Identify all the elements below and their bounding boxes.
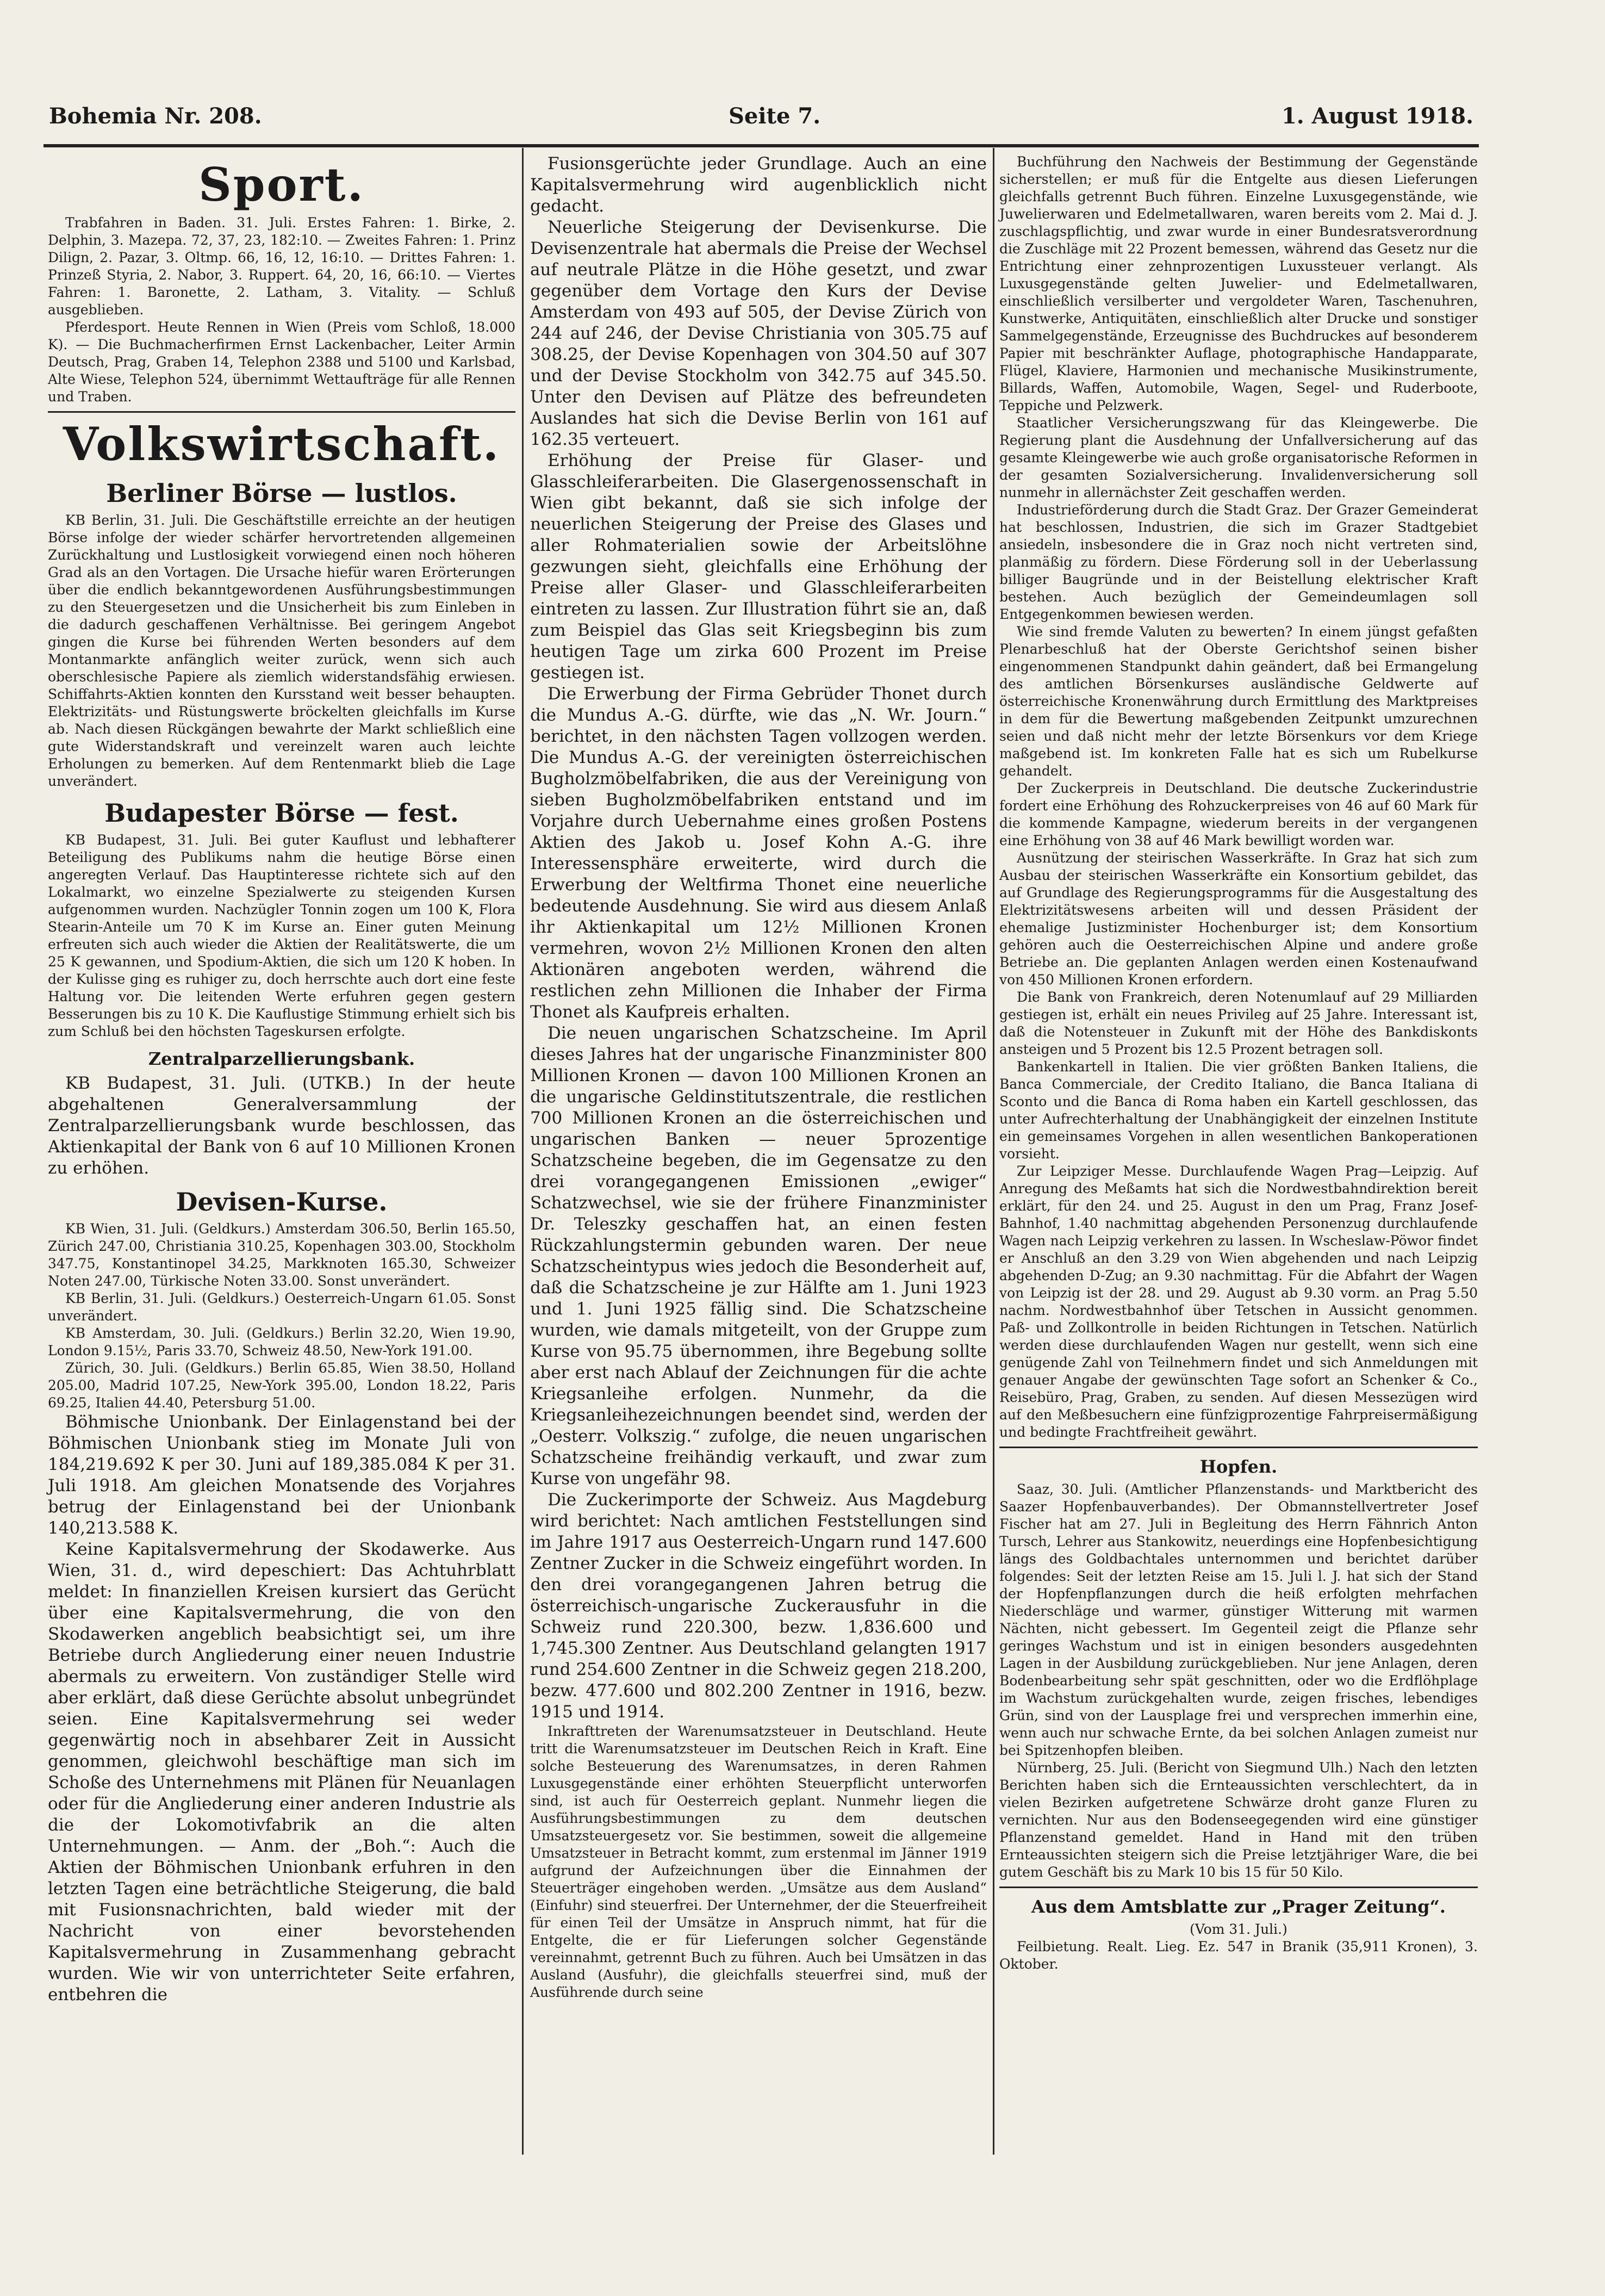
article-fusion-continued: Fusionsgerüchte jeder Grundlage. Auch an eine Kapitalsvermehrung wird augenblicklich nicht gedacht. [530, 154, 987, 216]
paper-issue: Bohemia Nr. 208. [49, 103, 262, 129]
article-devisenkurse: Neuerliche Steigerung der Devisenkurse. Die Devisenzentrale hat abermals die Preise der Wechsel auf neutrale Plätze in die Höhe gesetzt, und zwar gegenüber dem Vortage den Kurs der Devise Amsterdam von 493 auf 505, der Devise Zürich von 244 auf 246, der Devise Christiania von 305.75 auf 308.25, der Devise Kopenhagen von 304.50 auf 307 und der Devise Stockholm von 342.75 auf 345.50. Unter den Devisen auf Plätze des befreundeten Auslandes hat sich die Devise Berlin von 161 auf 162.35 verteuert. [530, 218, 987, 449]
column-divider-1 [522, 148, 524, 2155]
article-graz-industrie: Industrieförderung durch die Stadt Graz. Der Grazer Gemeinderat hat beschlossen, Industrien, die sich im Grazer Stadtgebiet ansiedeln, insbesondere die in Graz noch nicht vertreten sind, planmäßig zu fördern. Diese Förderung soll in der Ueberlassung billiger Baugründe und in der Beistellung elektrischer Kraft bestehen. Auch bezüglich der Gemeindeumlagen soll Entgegenkommen bewiesen werden. [999, 502, 1478, 622]
article-zuckerpreis: Der Zuckerpreis in Deutschland. Die deutsche Zuckerindustrie fordert eine Erhöhung des Rohzuckerpreises von 46 auf 60 Mark für die kommende Kampagne, wiederum bereits in der vergangenen eine Erhöhung von 38 auf 46 Mark bewilligt worden war. [999, 780, 1478, 848]
column-3 [999, 153, 1478, 1973]
article-buchfuehrung-continued: Buchführung den Nachweis der Bestimmung der Gegenstände sicherstellen; er muß für die Entgelte aus diesen Lieferungen gleichfalls getrennt Buch führen. Einzelne Luxusgegenstände, wie Juwelierwaren und Edelmetallwaren, waren bereits vom 2. Mai d. J. zuschlagspflichtig, und zwar wurde in einer Bundesratsverordnung die Zuschläge mit 22 Prozent bemessen, während das Gesetz nur die Entrichtung einer zehnprozentigen Luxussteuer verlangt. Als Luxusgegenstände gelten Juwelier- und Edelmetallwaren, einschließlich versilberter und vergoldeter Waren, Taschenuhren, Kunstwerke, Antiquitäten, einschließlich alter Drucke und sonstiger Sammelgegenstände, Erzeugnisse des Buchdruckes auf besonderem Papier mit beschränkter Auflage, photographische Handapparate, Flügel, Klaviere, Harmonien und mechanische Musikinstrumente, Billards, Waffen, Automobile, Wagen, Segel- und Ruderboote, Teppiche und Pelzwerk. [999, 154, 1478, 413]
article-glaser: Erhöhung der Preise für Glaser- und Glasschleiferarbeiten. Die Glasergenossenschaft in Wien gibt bekannt, daß sie sich infolge der neuerlichen Steigerung der Preise des Glases und aller Rohmaterialien sowie der Arbeitslöhne gezwungen sieht, gleichfalls eine Erhöhung der Preise aller Glaser- und Glasschleiferarbeiten eintreten zu lassen. Zur Illustration führt sie an, daß zum Beispiel das Glas seit Kriegsbeginn bis zum heutigen Tage um zirka 600 Prozent im Preise gestiegen ist. [530, 451, 987, 682]
article-valuten: Wie sind fremde Valuten zu bewerten? In einem jüngst gefaßten Plenarbeschluß hat der Oberste Gerichtshof seinen bisher eingenommenen Standpunkt dahin geändert, daß bei Ermangelung des amtlichen Börsenkurses ausländische Geldwerte auf österreichische Kronenwährung durch Ermittlung des Marktpreises in dem für die Bewertung maßgebenden Zeitpunkt umzurechnen seien und daß nicht mehr der letzte Börsenkurs vor dem Kriege maßgebend ist. Im konkreten Falle hat es sich um Rubelkurse gehandelt. [999, 624, 1478, 779]
article-nuernberg: Nürnberg, 25. Juli. (Bericht von Siegmund Ulh.) Nach den letzten Berichten haben sich die Ernteaussichten verschlechtert, da in vielen Bezirken aufgetretene Schwärze droht ganze Fluren zu vernichten. Nur aus den Bodenseegegenden wird eine günstiger Pflanzenstand gemeldet. Hand in Hand mit den trüben Ernteaussichten steigern sich die Preise letztjähriger Ware, die bei gutem Geschäft bis zu Mark 10 bis 15 für 50 Kilo. [999, 1760, 1478, 1880]
article-bank-frankreich: Die Bank von Frankreich, deren Notenumlauf auf 29 Milliarden gestiegen ist, erhält ein neues Privileg auf 25 Jahre. Interessant ist, daß die Notensteuer in Zukunft mit der Höhe des Bankdiskonts ansteigen und 5 Prozent bis 12.5 Prozent betragen soll. [999, 989, 1478, 1057]
heading-amtsblatt: Aus dem Amtsblatte zur „Prager Zeitung“. [1031, 1896, 1446, 1917]
heading-devisen-kurse: Devisen-Kurse. [176, 1187, 388, 1217]
section-rule [999, 1447, 1478, 1448]
article-feilbietung: Feilbietung. Realt. Lieg. Ez. 547 in Branik (35,911 Kronen), 3. Oktober. [999, 1939, 1478, 1972]
article-unionbank: Böhmische Unionbank. Der Einlagenstand bei der Böhmischen Unionbank stieg im Monate Juli von 184,219.692 K per 30. Juni auf 189,385.084 K per 31. Juli 1918. Am gleichen Monatsende des Vorjahres betrug der Einlagenstand bei der Unionbank 140,213.588 K. [48, 1412, 515, 1538]
column-divider-2 [993, 148, 994, 2155]
column-1 [48, 153, 515, 2006]
page-header [49, 103, 1473, 141]
devisen-wien: KB Wien, 31. Juli. (Geldkurs.) Amsterdam 306.50, Berlin 165.50, Zürich 247.00, Christiania 310.25, Kopenhagen 303.00, Stockholm 347.75, Konstantinopel 34.25, Markknoten 165.30, Schweizer Noten 247.00, Türkische Noten 33.00. Sonst unverändert. [48, 1221, 515, 1289]
article-berliner-boerse: KB Berlin, 31. Juli. Die Geschäftstille erreichte an der heutigen Börse infolge der wieder schärfer hervortretenden allgemeinen Zurückhaltung und Lustlosigkeit vorwiegend einen noch höheren Grad als an den Vortagen. Die Ursache hiefür waren Erörterungen über die endlich bekanntgewordenen Ausführungsbestimmungen zu den Steuergesetzen und die Unsicherheit bis zum Einleben in die dadurch geschaffenen Verhältnisse. Bei geringem Angebot gingen die Kurse bei führenden Werten besonders auf dem Montanmarkte anfänglich weiter zurück, wenn sich auch oberschlesische Papiere als ziemlich widerstandsfähig erwiesen. Schiffahrts-Aktien konnten den Kursstand weit besser behaupten. Elektrizitäts- und Rüstungswerte bröckelten gleichfalls im Kurse ab. Nach diesen Rückgängen bewahrte der Markt schließlich eine gute Widerstandskraft und vereinzelt waren auch leichte Erholungen zu bemerken. Auf dem Rentenmarkt blieb die Lage unverändert. [48, 512, 515, 789]
article-budapester-boerse: KB Budapest, 31. Juli. Bei guter Kauflust und lebhafterer Beteiligung des Publikums nahm die heutige Börse einen angeregten Verlauf. Das Hauptinteresse richtete sich auf den Lokalmarkt, wo einzelne Spezialwerte zu steigenden Kursen aufgenommen wurden. Nachzügler Tonnin zogen um 100 K, Flora Stearin-Anteile um 70 K im Kurse an. Einer guten Meinung erfreuten sich auch wieder die Aktien der Realitätswerte, die um 25 K gewannen, und Spodium-Aktien, die sich um 120 K hoben. In der Kulisse ging es ruhiger zu, doch herrschte auch dort eine feste Haltung vor. Die leitenden Werte erfuhren gegen gestern Besserungen bis zu 10 K. Die Kauflustige Stimmung erhielt sich bis zum Schluß bei den höchsten Tageskursen erfolgte. [48, 832, 515, 1039]
article-wasserkraefte: Ausnützung der steirischen Wasserkräfte. In Graz hat sich zum Ausbau der steirischen Wasserkräfte ein Konsortium gebildet, das auf Grundlage des Regierungsprogramms für die Ausgestaltung des Elektrizitätswesens arbeiten will und dessen Präsident der ehemalige Justizminister Hochenburger ist; dem Konsortium gehören auch die Oesterreichischen Alpine und andere große Betriebe an. Die geplanten Anlagen werden einen Kostenaufwand von 450 Millionen Kronen erfordern. [999, 850, 1478, 988]
article-saaz: Saaz, 30. Juli. (Amtlicher Pflanzenstands- und Marktbericht des Saazer Hopfenbauverbandes). Der Obmannstellvertreter Josef Fischer hat am 27. Juli in Begleitung des Herrn Fähnrich Anton Tursch, Lehrer aus Stankowitz, neuerdings eine Hopfenbesichtigung längs des Goldbachtales unternommen und berichtet darüber folgendes: Seit der letzten Reise am 15. Juli l. J. hat sich der Stand der Hopfenpflanzungen durch die heiß erfolgten mehrfachen Niederschläge und warmer, günstiger Witterung mit warmen Nächten, nicht gebessert. Im Gegenteil zeigt die Pflanze sehr geringes Wachstum und ist in einigen besonders ausgedehnten Lagen in der Ausbildung zurückgeblieben. Nur jene Anlagen, deren Bodenbearbeitung sehr spät geschnitten, oder wo die Erdflöhplage im Wachstum zurückgehalten wurde, zeigen frisches, lebendiges Grün, sind von der Lausplage frei und versprechen immerhin eine, wenn auch nur schwache Ernte, da bei solchen Anlagen zumeist nur bei Spitzenhopfen bleiben. [999, 1481, 1478, 1758]
heading-budapester-boerse: Budapester Börse — fest. [104, 798, 459, 828]
article-schatzscheine: Die neuen ungarischen Schatzscheine. Im April dieses Jahres hat der ungarische Finanzminister 800 Millionen Kronen — davon 100 Millionen Kronen an die ungarische Geldinstitutszentrale, die restlichen 700 Millionen Kronen an die österreichischen und ungarischen Banken — neuer 5prozentige Schatzscheine begeben, die im Gegensatze zu den drei vorangegangenen Emissionen „ewiger“ Schatzwechsel, wie sie der frühere Finanzminister Dr. Teleszky geschaffen hat, an einen festen Rückzahlungstermin gebunden waren. Der neue Schatzscheintypus wies jedoch die Besonderheit auf, daß die Schatzscheine je zur Hälfte am 1. Juni 1923 und 1. Juni 1925 fällig sind. Die Schatzscheine wurden, wie damals mitgeteilt, von der Gruppe zum Kurse von 95.75 übernommen, ihre Begebung sollte aber erst nach Ablauf der Zeichnungen für die achte Kriegsanleihe erfolgen. Nunmehr, da die Kriegsanleihezeichnungen beendet sind, werden der „Oesterr. Volkszig.“ zufolge, die neuen ungarischen Schatzscheine freihändig verkauft, und zwar zum Kurse von ungefähr 98. [530, 1023, 987, 1488]
devisen-berlin: KB Berlin, 31. Juli. (Geldkurs.) Oesterreich-Ungarn 61.05. Sonst unverändert. [48, 1290, 515, 1324]
heading-berliner-boerse: Berliner Börse — lustlos. [106, 479, 457, 508]
section-rule [999, 1887, 1478, 1888]
article-warenumsatzsteuer: Inkrafttreten der Warenumsatzsteuer in Deutschland. Heute tritt die Warenumsatzsteuer im Deutschen Reich in Kraft. Eine solche Besteuerung des Warenumsatzes, in deren Rahmen Luxusgegenstände einer erhöhten Steuerpflicht unterworfen sind, ist auch für Oesterreich geplant. Nunmehr liegen die Ausführungsbestimmungen zu dem deutschen Umsatzsteuergesetz vor. Sie bestimmen, soweit die allgemeine Umsatzsteuer in Betracht kommt, zum erstenmal im Jänner 1919 aufgrund der Aufzeichnungen über die Einnahmen der Steuerträger eingehoben werden. „Umsätze aus dem Ausland“ (Einfuhr) sind steuerfrei. Der Unternehmer, der die Steuerfreiheit für einen Teil der Umsätze in Anspruch nimmt, hat für die Entgelte, die er für Lieferungen solcher Gegenstände vereinnahmt, getrennt Buch zu führen. Auch bei Umsätzen in das Ausland (Ausfuhr), die gleichfalls steuerfrei sind, muß der Ausführende durch seine [530, 1723, 987, 2000]
heading-hopfen: Hopfen. [1199, 1456, 1278, 1477]
section-title-volkswirtschaft: Volkswirtschaft. [63, 417, 501, 471]
article-thonet: Die Erwerbung der Firma Gebrüder Thonet durch die Mundus A.-G. dürfte, wie das „N. Wr. Journ.“ berichtet, in den nächsten Tagen vollzogen werden. Die Mundus A.-G. der vereinigten österreichischen Bugholzmöbelfabriken, die aus der Vereinigung von sieben Bugholzmöbelfabriken entstand und im Vorjahre durch Uebernahme eines großen Postens Aktien des Jakob u. Josef Kohn A.-G. ihre Interessensphäre erweiterte, wird durch die Erwerbung der Weltfirma Thonet eine neuerliche bedeutende Ausdehnung. Sie wird aus diesem Anlaß ihr Aktienkapital um 12½ Millionen Kronen vermehren, wovon 2½ Millionen Kronen den alten Aktionären angeboten werden, während die restlichen zehn Millionen die Inhaber der Firma Thonet als Kaufpreis erhalten. [530, 684, 987, 1022]
page-number: Seite 7. [729, 103, 821, 129]
article-zentralparzellierungsbank: KB Budapest, 31. Juli. (UTKB.) In der heute abgehaltenen Generalversammlung der Zentralparzellierungsbank wurde beschlossen, das Aktienkapital der Bank von 6 auf 10 Millionen Kronen zu erhöhen. [48, 1073, 515, 1178]
heading-zentralparzellierungsbank: Zentralparzellierungsbank. [148, 1048, 415, 1069]
section-title-sport: Sport. [198, 158, 365, 212]
header-rule [43, 144, 1479, 147]
devisen-zuerich: Zürich, 30. Juli. (Geldkurs.) Berlin 65.85, Wien 38.50, Holland 205.00, Madrid 107.25, New-York 395.00, London 18.22, Paris 69.25, Italien 44.40, Petersburg 51.00. [48, 1360, 515, 1411]
article-bankenkartell: Bankenkartell in Italien. Die vier größten Banken Italiens, die Banca Commerciale, der Credito Italiano, die Banca Italiana di Sconto und die Banca di Roma haben ein Kartell geschlossen, das unter Aufrechterhaltung der Unabhängigkeit der einzelnen Institute ein gemeinsames Vorgehen in allen wesentlichen Bankoperationen vorsieht. [999, 1059, 1478, 1162]
article-zuckerimporte: Die Zuckerimporte der Schweiz. Aus Magdeburg wird berichtet: Nach amtlichen Feststellungen sind im Jahre 1917 aus Oesterreich-Ungarn rund 147.600 Zentner Zucker in die Schweiz eingeführt worden. In den drei vorangegangenen Jahren betrug die österreichisch-ungarische Zuckerausfuhr in die Schweiz rund 220.300, bezw. 1,836.600 und 1,745.300 Zentner. Aus Deutschland gelangten 1917 rund 254.600 Zentner in die Schweiz gegen 218.200, bezw. 477.600 und 802.200 Zentner in 1916, bezw. 1915 und 1914. [530, 1490, 987, 1722]
devisen-amsterdam: KB Amsterdam, 30. Juli. (Geldkurs.) Berlin 32.20, Wien 19.90, London 9.15½, Paris 33.70, Schweiz 48.50, New-York 191.00. [48, 1325, 515, 1358]
column-2 [530, 153, 987, 2001]
article-skodawerke: Keine Kapitalsvermehrung der Skodawerke. Aus Wien, 31. d., wird depeschiert: Das Achtuhrblatt meldet: In finanziellen Kreisen kursiert das Gerücht über eine Kapitalsvermehrung, die von den Skodawerken angeblich beabsichtigt sei, um ihre Betriebe durch Angliederung einer neuen Industrie abermals zu erweitern. Von zuständiger Stelle wird aber erklärt, daß diese Gerüchte absolut unbegründet seien. Eine Kapitalsvermehrung sei weder gegenwärtig noch in absehbarer Zeit in Aussicht genommen, gleichwohl beschäftige man sich im Schoße des Unternehmens mit Plänen für Neuanlagen oder für die Angliederung einer anderen Industrie als die der Lokomotivfabrik an die alten Unternehmungen. — Anm. der „Boh.“: Auch die Aktien der Böhmischen Unionbank erfuhren in den letzten Tagen eine beträchtliche Steigerung, die bald mit Fusionsnachrichten, bald wieder mit der Nachricht von einer bevorstehenden Kapitalsvermehrung in Zusammenhang gebracht wurden. Wie wir von unterrichteter Seite erfahren, entbehren die [48, 1540, 515, 2005]
amtsblatt-date: (Vom 31. Juli.) [1190, 1921, 1287, 1937]
issue-date: 1. August 1918. [1281, 103, 1473, 129]
article-kleingewerbe: Staatlicher Versicherungszwang für das Kleingewerbe. Die Regierung plant die Ausdehnung der Unfallversicherung auf das gesamte Kleingewerbe wie auch große organisatorische Reformen in der gesamten Sozialversicherung. Invalidenversicherung soll nunmehr in allernächster Zeit geschaffen werden. [999, 415, 1478, 500]
section-rule [48, 411, 515, 413]
article-leipziger-messe: Zur Leipziger Messe. Durchlaufende Wagen Prag—Leipzig. Auf Anregung des Meßamts hat sich die Nordwestbahndirektion bereit erklärt, für den 24. und 25. August in den um Prag, Franz Josef-Bahnhof, 1.40 nachmittag abgehenden Personenzug durchlaufende Wagen nach Leipzig verkehren zu lassen. In Wscheslaw-Pöwor findet er Anschluß an den 3.29 von Wien abgehenden und nach Leipzig abgehenden D-Zug; an 9.30 nachmittag. Für die Abfahrt der Wagen von Leipzig ist der 28. und 29. August ab 9.30 vorm. an Prag 5.50 nachm. Nordwestbahnhof über Tetschen in Aussicht genommen. Paß- und Zollkontrolle in beiden Richtungen in Tetschen. Natürlich werden diese durchlaufenden Wagen nur gestellt, wenn sich eine genügende Zahl von Teilnehmern findet und sich Anmeldungen mit genauer Angabe der gewünschten Tage sofort an Schenker & Co., Reisebüro, Prag, Graben, zu senden. Auf diesen Messezügen wird auf den Meßbesuchern eine fünfzigprozentige Fahrpreisermäßigung und bedingte Frachtfreiheit gewährt. [999, 1163, 1478, 1440]
article-trabfahren: Trabfahren in Baden. 31. Juli. Erstes Fahren: 1. Birke, 2. Delphin, 3. Mazepa. 72, 37, 23, 182:10. — Zweites Fahren: 1. Prinz Dilign, 2. Pazar, 3. Oltmp. 66, 16, 12, 16:10. — Drittes Fahren: 1. Prinzeß Styria, 2. Nabor, 3. Ruppert. 64, 20, 16, 66:10. — Viertes Fahren: 1. Baronette, 2. Latham, 3. Vitality. — Schluß ausgeblieben. [48, 215, 515, 318]
article-pferdesport: Pferdesport. Heute Rennen in Wien (Preis vom Schloß, 18.000 K). — Die Buchmacherfirmen Ernst Lackenbacher, Leiter Armin Deutsch, Prag, Graben 14, Telephon 2388 und 5100 und Karlsbad, Alte Wiese, Telephon 524, übernimmt Wettaufträge für alle Rennen und Traben. [48, 319, 515, 405]
